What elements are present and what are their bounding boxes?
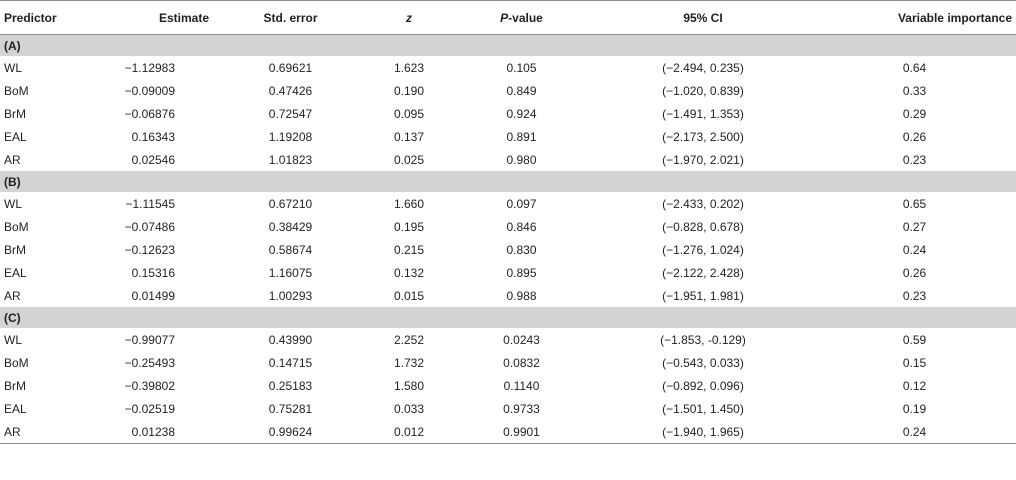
cell-predictor: BrM	[4, 242, 26, 257]
cell-std-error: 1.01823	[268, 152, 313, 167]
cell-estimate: −0.12623	[124, 242, 175, 257]
cell-z: 0.137	[393, 129, 425, 144]
cell-variable-importance: 0.65	[902, 196, 927, 211]
table-row	[0, 192, 1016, 215]
cell-ci: (−2.122, 2.428)	[662, 265, 744, 280]
cell-z: 0.190	[393, 83, 425, 98]
table-row	[0, 125, 1016, 148]
cell-estimate: −0.06876	[124, 106, 175, 121]
table-row	[0, 102, 1016, 125]
cell-variable-importance: 0.29	[902, 106, 927, 121]
cell-ci: (−1.951, 1.981)	[662, 288, 744, 303]
cell-estimate: 0.15316	[131, 265, 175, 280]
cell-variable-importance: 0.23	[902, 288, 927, 303]
cell-variable-importance: 0.59	[902, 332, 927, 347]
cell-z: 2.252	[393, 332, 425, 347]
cell-std-error: 0.72547	[268, 106, 313, 121]
cell-p-value: 0.849	[506, 83, 537, 98]
cell-p-value: 0.980	[506, 152, 537, 167]
cell-std-error: 0.38429	[268, 219, 313, 234]
cell-predictor: WL	[4, 196, 22, 211]
section-label: (A)	[0, 35, 1016, 57]
cell-std-error: 1.00293	[268, 288, 313, 303]
table-row	[0, 420, 1016, 444]
cell-variable-importance: 0.23	[902, 152, 927, 167]
cell-std-error: 0.67210	[268, 196, 313, 211]
table-row	[0, 374, 1016, 397]
cell-ci: (−1.491, 1.353)	[662, 106, 744, 121]
cell-ci: (−0.828, 0.678)	[662, 219, 744, 234]
cell-estimate: −1.11545	[125, 196, 175, 211]
section-label: (B)	[0, 171, 1016, 192]
cell-variable-importance: 0.64	[902, 60, 927, 75]
cell-ci: (−1.020, 0.839)	[662, 83, 744, 98]
cell-predictor: AR	[0, 420, 93, 444]
header-p-rest: -value	[508, 10, 543, 25]
cell-p-value: 0.097	[506, 196, 537, 211]
table-row	[0, 351, 1016, 374]
section-header-row	[0, 307, 1016, 328]
cell-estimate: −0.02519	[124, 401, 175, 416]
cell-p-value: 0.0243	[503, 332, 540, 347]
section-header-row	[0, 171, 1016, 192]
header-predictor: Predictor	[0, 1, 93, 35]
section-header-row	[0, 35, 1016, 57]
cell-p-value: 0.9901	[450, 420, 593, 444]
cell-z: 1.660	[393, 196, 425, 211]
cell-p-value: 0.1140	[503, 378, 540, 393]
cell-z: 0.025	[393, 152, 425, 167]
cell-z: 1.732	[393, 355, 425, 370]
cell-z: 0.015	[393, 288, 425, 303]
cell-p-value: 0.0832	[503, 355, 540, 370]
cell-predictor: EAL	[4, 401, 27, 416]
cell-p-value: 0.988	[506, 288, 537, 303]
cell-estimate: −0.99077	[124, 332, 175, 347]
header-p-value	[450, 1, 593, 35]
cell-p-value: 0.924	[506, 106, 537, 121]
cell-predictor: WL	[4, 60, 22, 75]
cell-predictor: EAL	[4, 129, 27, 144]
cell-z: 0.195	[393, 219, 425, 234]
cell-predictor: EAL	[4, 265, 27, 280]
cell-variable-importance: 0.12	[902, 378, 927, 393]
table-row	[0, 261, 1016, 284]
cell-p-value: 0.846	[506, 219, 537, 234]
table-row	[0, 79, 1016, 102]
table-row	[0, 238, 1016, 261]
header-row	[0, 1, 1016, 35]
cell-ci: (−1.501, 1.450)	[662, 401, 744, 416]
header-z	[368, 1, 450, 35]
cell-z: 0.215	[393, 242, 425, 257]
header-ci: 95% CI	[593, 1, 813, 35]
cell-std-error: 0.99624	[213, 420, 368, 444]
cell-variable-importance: 0.19	[902, 401, 927, 416]
cell-variable-importance: 0.26	[902, 129, 927, 144]
cell-p-value: 0.105	[506, 60, 537, 75]
cell-ci: (−1.853, -0.129)	[660, 332, 746, 347]
table-row	[0, 148, 1016, 171]
cell-std-error: 0.69621	[268, 60, 313, 75]
cell-p-value: 0.891	[506, 129, 537, 144]
header-estimate: Estimate	[93, 1, 213, 35]
header-variable-importance: Variable importance	[813, 1, 1016, 35]
cell-p-value: 0.830	[506, 242, 537, 257]
table-header	[0, 1, 1016, 35]
cell-std-error: 0.58674	[268, 242, 313, 257]
cell-predictor: WL	[4, 332, 22, 347]
cell-variable-importance: 0.27	[902, 219, 927, 234]
cell-z: 1.580	[393, 378, 425, 393]
cell-variable-importance: 0.15	[902, 355, 927, 370]
table-row	[0, 397, 1016, 420]
cell-predictor: AR	[4, 152, 21, 167]
cell-z: 0.012	[368, 420, 450, 444]
cell-ci: (−2.494, 0.235)	[662, 60, 744, 75]
cell-ci: (−1.276, 1.024)	[662, 242, 744, 257]
cell-variable-importance: 0.33	[902, 83, 927, 98]
cell-estimate: 0.02546	[131, 152, 175, 167]
cell-estimate: −0.25493	[124, 355, 175, 370]
cell-z: 0.033	[393, 401, 425, 416]
cell-variable-importance: 0.24	[813, 420, 1016, 444]
cell-estimate: −1.12983	[124, 60, 175, 75]
header-z-label: z	[406, 10, 412, 25]
cell-std-error: 0.47426	[268, 83, 313, 98]
table-row	[0, 215, 1016, 238]
cell-predictor: AR	[4, 288, 21, 303]
cell-z: 0.132	[393, 265, 425, 280]
cell-std-error: 0.14715	[268, 355, 313, 370]
cell-z: 0.095	[393, 106, 425, 121]
cell-variable-importance: 0.24	[902, 242, 927, 257]
table-row	[0, 328, 1016, 351]
cell-p-value: 0.895	[506, 265, 537, 280]
cell-z: 1.623	[393, 60, 425, 75]
cell-estimate: −0.09009	[124, 83, 175, 98]
table-body	[0, 35, 1016, 444]
cell-predictor: BrM	[4, 378, 26, 393]
cell-std-error: 0.75281	[268, 401, 313, 416]
cell-estimate: 0.01499	[131, 288, 175, 303]
table-row	[0, 56, 1016, 79]
cell-ci: (−1.940, 1.965)	[593, 420, 813, 444]
cell-std-error: 1.19208	[268, 129, 313, 144]
cell-ci: (−0.543, 0.033)	[662, 355, 744, 370]
table-row	[0, 284, 1016, 307]
cell-estimate: 0.16343	[131, 129, 175, 144]
cell-ci: (−1.970, 2.021)	[662, 152, 744, 167]
cell-estimate: −0.39802	[124, 378, 175, 393]
cell-ci: (−0.892, 0.096)	[662, 378, 744, 393]
section-label: (C)	[0, 307, 1016, 328]
cell-std-error: 0.43990	[268, 332, 313, 347]
cell-predictor: BoM	[4, 219, 29, 234]
cell-ci: (−2.433, 0.202)	[662, 196, 744, 211]
cell-predictor: BrM	[4, 106, 26, 121]
cell-ci: (−2.173, 2.500)	[662, 129, 744, 144]
cell-std-error: 0.25183	[268, 378, 313, 393]
cell-estimate: 0.01238	[93, 420, 213, 444]
cell-variable-importance: 0.26	[902, 265, 927, 280]
header-std-error: Std. error	[213, 1, 368, 35]
header-p-italic: P	[500, 10, 509, 25]
cell-p-value: 0.9733	[503, 401, 540, 416]
cell-predictor: BoM	[4, 355, 29, 370]
cell-predictor: BoM	[4, 83, 29, 98]
cell-estimate: −0.07486	[124, 219, 175, 234]
cell-std-error: 1.16075	[268, 265, 313, 280]
